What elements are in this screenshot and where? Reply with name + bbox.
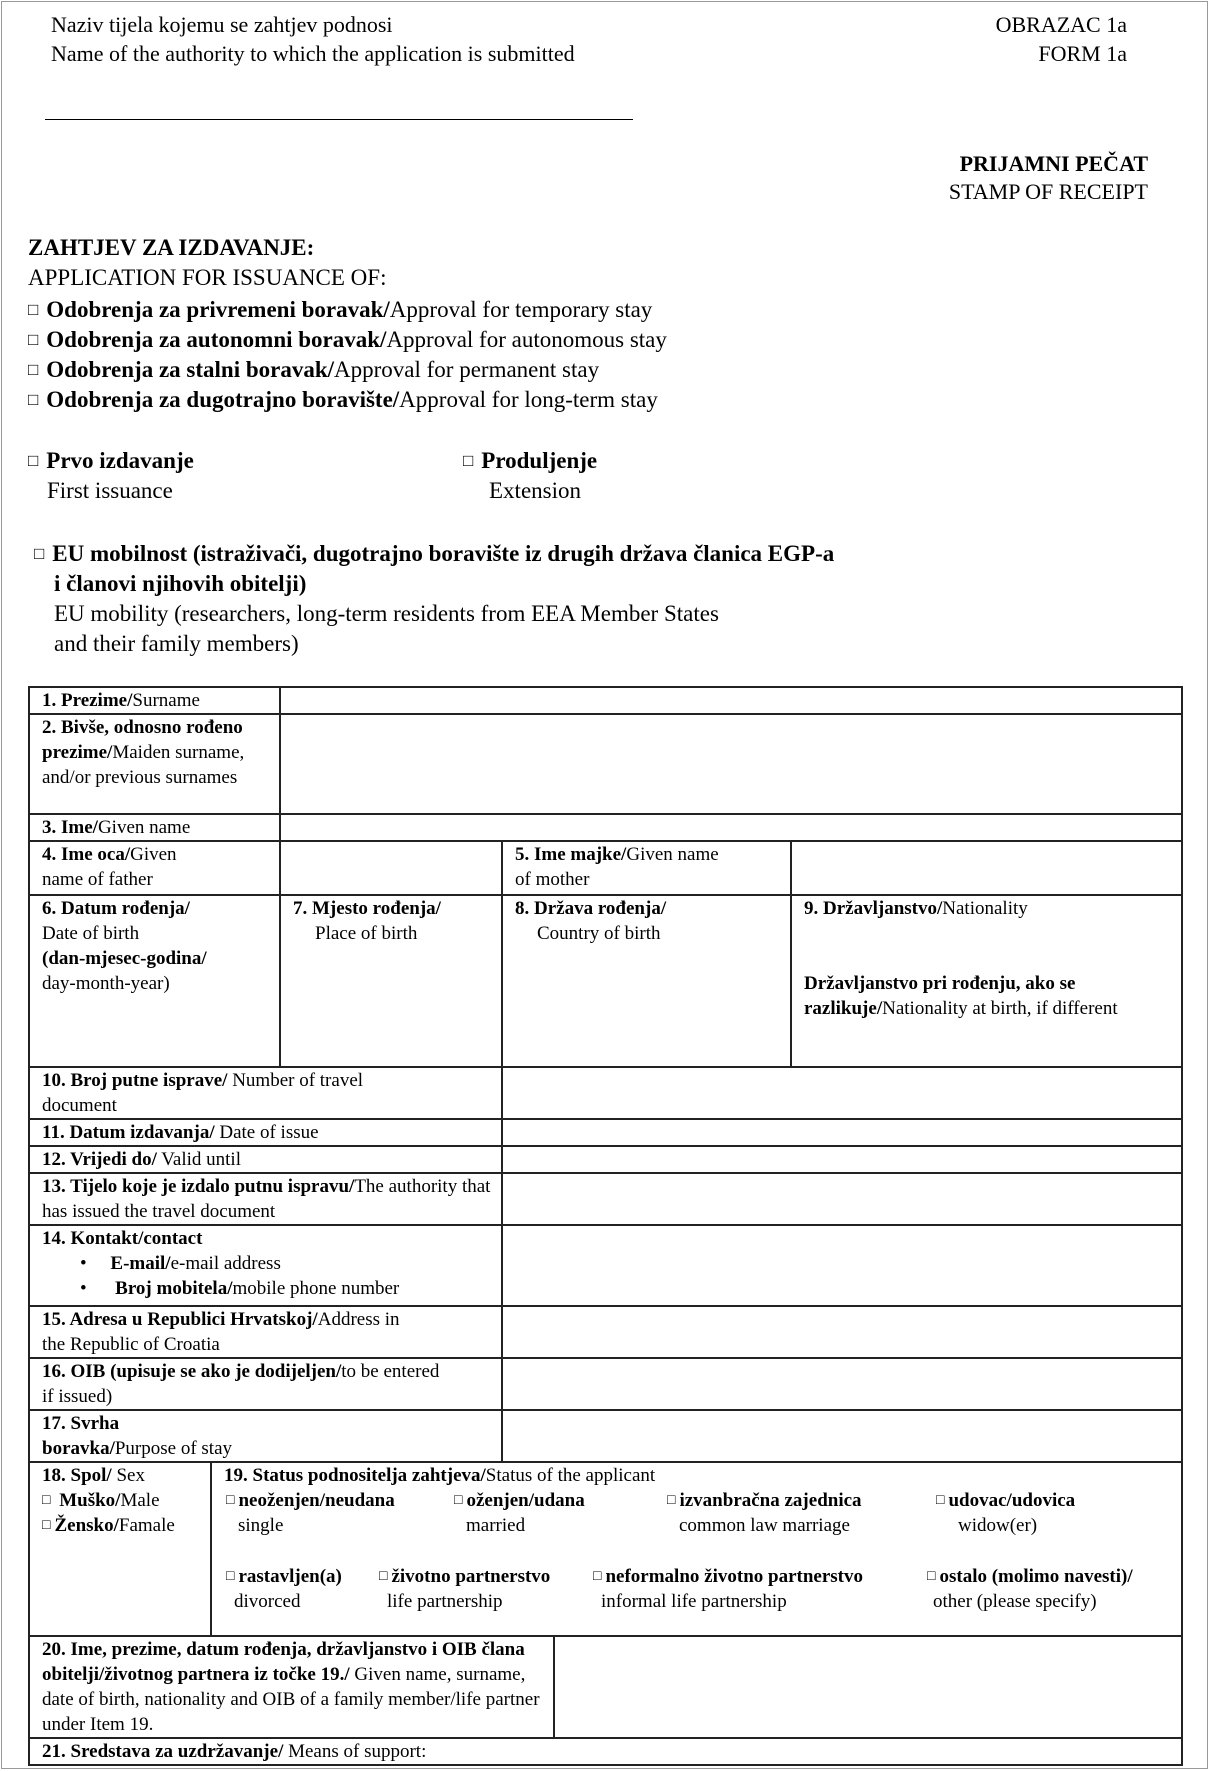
contact-field[interactable] bbox=[502, 1225, 1182, 1306]
option-label-hr: Odobrenja za autonomni boravak/ bbox=[46, 327, 387, 352]
mother-name-label: 5. Ime majke/Given name of mother bbox=[502, 841, 791, 895]
first-issuance-hr: Prvo izdavanje bbox=[46, 448, 194, 473]
checkbox[interactable]: □ bbox=[463, 451, 474, 470]
option-label-hr: Odobrenja za dugotrajno boravište/ bbox=[46, 387, 400, 412]
surname-field[interactable] bbox=[280, 687, 1182, 714]
bullet-icon: • bbox=[80, 1278, 87, 1299]
stamp-label-en: STAMP OF RECEIPT bbox=[948, 179, 1148, 204]
address-label: 15. Adresa u Republici Hrvatskoj/Address in the Republic of Croatia bbox=[29, 1306, 502, 1358]
nationality-cell[interactable]: 9. Državljanstvo/Nationality Državljanstvo pri rođenju, ako se razlikuje/Nationality at birth, if different bbox=[791, 895, 1182, 1067]
maiden-surname-field[interactable] bbox=[280, 714, 1182, 814]
address-field[interactable] bbox=[502, 1306, 1182, 1358]
option-permanent-stay[interactable] bbox=[28, 355, 667, 385]
option-autonomous-stay[interactable] bbox=[28, 325, 667, 355]
status-option-common-law[interactable]: □ izvanbračna zajednica common law marriage bbox=[667, 1490, 862, 1536]
authority-label-en: Name of the authority to which the application is submitted bbox=[51, 41, 575, 66]
date-of-issue-label: 11. Datum izdavanja/ Date of issue bbox=[29, 1119, 502, 1146]
application-options bbox=[28, 295, 667, 415]
checkbox[interactable]: □ bbox=[42, 1493, 51, 1508]
option-label-en: Approval for autonomous stay bbox=[386, 327, 667, 352]
authority-input-line[interactable] bbox=[45, 119, 633, 120]
sex-cell: 18. Spol/ Sex □ Muško/Male □ Žensko/Famale bbox=[29, 1462, 211, 1636]
status-option-informal-partnership[interactable]: □ neformalno životno partnerstvo informal life partnership bbox=[593, 1566, 863, 1612]
purpose-field[interactable] bbox=[502, 1410, 1182, 1462]
checkbox[interactable]: □ bbox=[28, 360, 39, 379]
eu-mobility-hr: EU mobilnost (istraživači, dugotrajno boravište iz drugih država članica EGP-a bbox=[52, 541, 835, 566]
option-label-en: Approval for long-term stay bbox=[399, 387, 658, 412]
issuing-authority-field[interactable] bbox=[502, 1173, 1182, 1225]
status-option-other[interactable]: □ ostalo (molimo navesti)/ other (please specify) bbox=[927, 1566, 1133, 1612]
purpose-label: 17. Svrha boravka/Purpose of stay bbox=[29, 1410, 502, 1462]
valid-until-field[interactable] bbox=[502, 1146, 1182, 1173]
option-first-issuance[interactable] bbox=[28, 446, 194, 506]
status-option-single[interactable]: □ neoženjen/neudana single bbox=[226, 1490, 395, 1536]
first-issuance-en: First issuance bbox=[47, 478, 173, 503]
stamp-label-hr: PRIJAMNI PEČAT bbox=[959, 151, 1148, 176]
status-option-married[interactable]: □ oženjen/udana married bbox=[454, 1490, 585, 1536]
option-label-en: Approval for permanent stay bbox=[334, 357, 600, 382]
option-label-hr: Odobrenja za stalni boravak/ bbox=[46, 357, 335, 382]
option-eu-mobility[interactable] bbox=[34, 539, 834, 659]
given-name-label: 3. Ime/Given name bbox=[29, 814, 280, 841]
checkbox[interactable]: □ bbox=[28, 390, 39, 409]
bullet-icon: • bbox=[80, 1253, 87, 1274]
given-name-field[interactable] bbox=[280, 814, 1182, 841]
sex-option-male[interactable]: □ Muško/Male bbox=[42, 1490, 160, 1511]
option-label-hr: Odobrenja za privremeni boravak/ bbox=[46, 297, 390, 322]
status-option-life-partnership[interactable]: □ životno partnerstvo life partnership bbox=[379, 1566, 551, 1612]
option-long-term-stay[interactable] bbox=[28, 385, 667, 415]
status-option-divorced[interactable]: □ rastavljen(a) divorced bbox=[226, 1566, 342, 1612]
means-of-support-field[interactable]: 21. Sredstava za uzdržavanje/ Means of support: bbox=[29, 1738, 1182, 1765]
father-name-field[interactable] bbox=[280, 841, 502, 895]
extension-en: Extension bbox=[489, 478, 581, 503]
extension-hr: Produljenje bbox=[481, 448, 598, 473]
family-member-label: 20. Ime, prezime, datum rođenja, državljanstvo i OIB člana obitelji/životnog partnera iz točke 19./ Given name, surname, date of birth, nationality and OIB of a family member/life partner under Item 19. bbox=[29, 1636, 554, 1738]
oib-field[interactable] bbox=[502, 1358, 1182, 1410]
oib-label: 16. OIB (upisuje se ako je dodijeljen/to be entered if issued) bbox=[29, 1358, 502, 1410]
date-of-birth-cell[interactable]: 6. Datum rođenja/ Date of birth (dan-mjesec-godina/ day-month-year) bbox=[29, 895, 280, 1067]
status-option-widowed[interactable]: □ udovac/udovica widow(er) bbox=[936, 1490, 1076, 1536]
application-title-en: APPLICATION FOR ISSUANCE OF: bbox=[28, 265, 387, 290]
authority-label-hr: Naziv tijela kojemu se zahtjev podnosi bbox=[51, 12, 393, 37]
travel-document-number-label: 10. Broj putne isprave/ Number of travel document bbox=[29, 1067, 502, 1119]
surname-label: 1. Prezime/Surname bbox=[29, 687, 280, 714]
sex-option-female[interactable]: □ Žensko/Famale bbox=[42, 1515, 175, 1536]
maiden-surname-label: 2. Bivše, odnosno rođeno prezime/Maiden surname, and/or previous surnames bbox=[29, 714, 280, 814]
place-of-birth-cell[interactable]: 7. Mjesto rođenja/ Place of birth bbox=[280, 895, 502, 1067]
country-of-birth-cell[interactable]: 8. Država rođenja/ Country of birth bbox=[502, 895, 791, 1067]
travel-document-number-field[interactable] bbox=[502, 1067, 1182, 1119]
mother-name-field[interactable] bbox=[791, 841, 1182, 895]
valid-until-label: 12. Vrijedi do/ Valid until bbox=[29, 1146, 502, 1173]
father-name-label: 4. Ime oca/Given name of father bbox=[29, 841, 280, 895]
eu-mobility-hr-2: i članovi njihovih obitelji) bbox=[54, 571, 307, 596]
eu-mobility-en-2: and their family members) bbox=[54, 631, 299, 656]
checkbox[interactable]: □ bbox=[28, 451, 39, 470]
option-temporary-stay[interactable] bbox=[28, 295, 667, 325]
eu-mobility-en: EU mobility (researchers, long-term residents from EEA Member States bbox=[54, 601, 719, 626]
form-number-en: FORM 1a bbox=[1038, 41, 1127, 66]
status-cell: 19. Status podnositelja zahtjeva/Status of the applicant □ neoženjen/neudana single □ oženjen/udana married □ izvanbračna zajednica common law marriage □ udovac/udovica widow(er) □ rastavljen(a) divorced □ životno partnerstvo life partnership □ neformalno životno partnerstvo informal life partnership □ ostalo (molimo navesti)/ other (please specify) bbox=[211, 1462, 1182, 1636]
date-of-issue-field[interactable] bbox=[502, 1119, 1182, 1146]
checkbox[interactable]: □ bbox=[28, 330, 39, 349]
applicant-data-table bbox=[28, 686, 1183, 1766]
option-label-en: Approval for temporary stay bbox=[389, 297, 653, 322]
checkbox[interactable]: □ bbox=[42, 1518, 51, 1533]
application-title-hr: ZAHTJEV ZA IZDAVANJE: bbox=[28, 235, 315, 260]
checkbox[interactable]: □ bbox=[28, 300, 39, 319]
contact-label: 14. Kontakt/contact • E-mail/e-mail address • Broj mobitela/mobile phone number bbox=[29, 1225, 502, 1306]
issuing-authority-label: 13. Tijelo koje je izdalo putnu ispravu/The authority that has issued the travel document bbox=[29, 1173, 502, 1225]
checkbox[interactable]: □ bbox=[34, 544, 45, 563]
form-number-hr: OBRAZAC 1a bbox=[995, 12, 1127, 37]
family-member-field[interactable] bbox=[554, 1636, 1182, 1738]
option-extension[interactable] bbox=[463, 446, 597, 506]
